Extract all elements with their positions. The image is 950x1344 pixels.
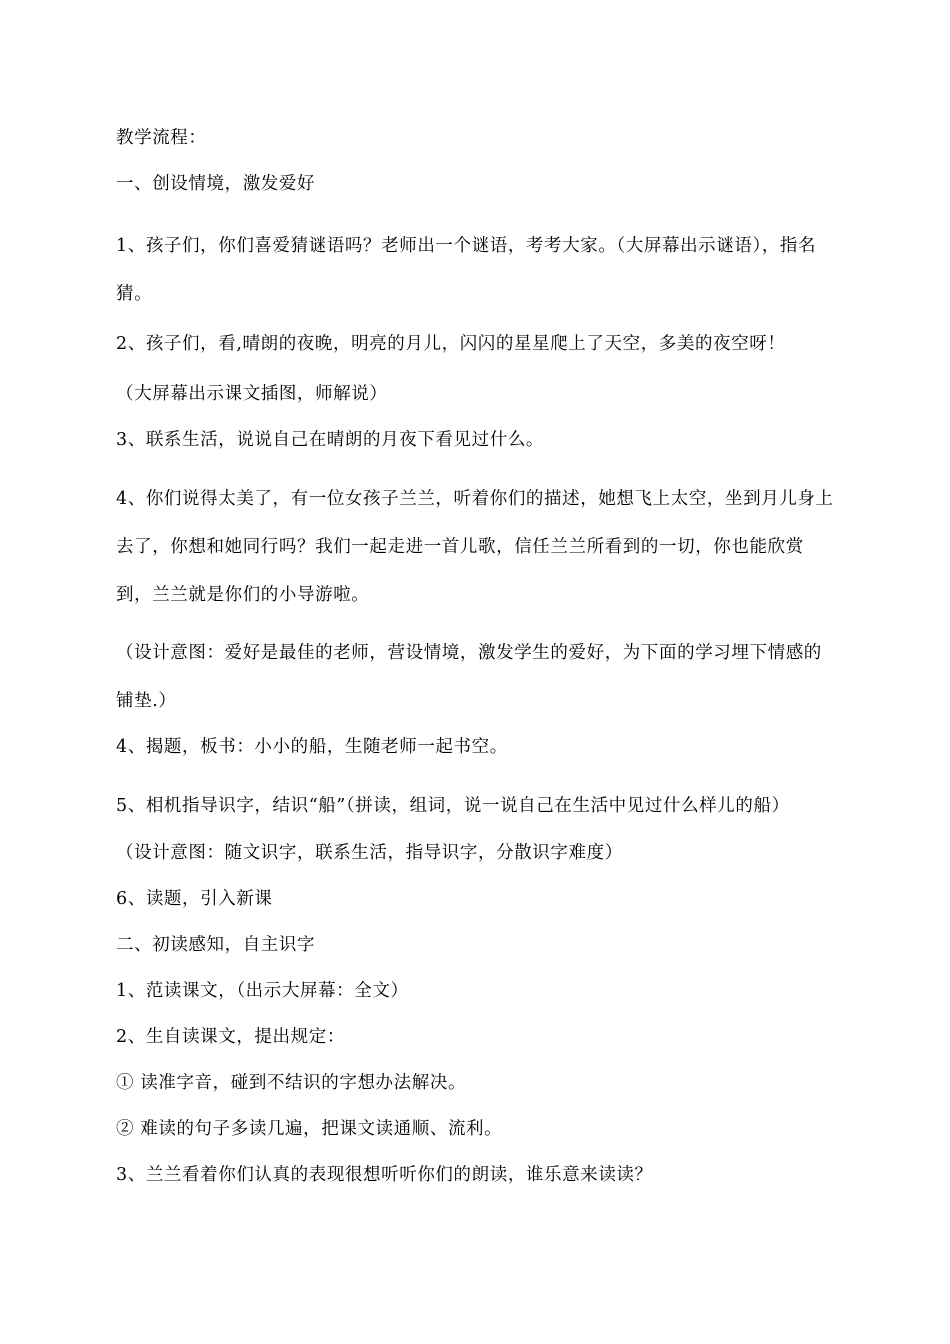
paragraph-night-sky: 2、孩子们，看,晴朗的夜晚，明亮的月儿，闪闪的星星爬上了天空，多美的夜空呀！ [116,334,786,354]
design-intent-2: （设计意图：随文识字，联系生活，指导识字，分散识字难度） [116,843,623,863]
heading-teaching-process: 教学流程： [116,128,207,148]
paragraph-reveal-title: 4、揭题，板书：小小的船，生随老师一起书空。 [116,737,508,757]
list-item-1: ① 读准字音，碰到不结识的字想办法解决。 [116,1073,467,1093]
paragraph-read-title: 6、读题，引入新课 [116,889,273,909]
list-item-2: ② 难读的句子多读几遍，把课文读通顺、流利。 [116,1119,503,1139]
paragraph-model-reading: 1、范读课文，（出示大屏幕：全文） [116,981,409,1001]
paragraph-literacy: 5、相机指导识字，结识“船”（拼读，组词，说一说自己在生活中见过什么样儿的船） [116,796,790,816]
paragraph-lanlan: 4、你们说得太美了，有一位女孩子兰兰，听着你们的描述，她想飞上太空，坐到月儿身上去了，你想和她同行吗？我们一起走进一首儿歌，信任兰兰所看到的一切，你也能欣赏到，兰兰就是你们的小导游啦。 [116,489,834,605]
document-body [116,126,838,1187]
paragraph-screen-note: （大屏幕出示课文插图，师解说） [116,384,388,404]
section-heading-1: 一、创设情境，激发爱好 [116,174,316,194]
paragraph-riddle: 1、孩子们，你们喜爱猜谜语吗？老师出一个谜语，考考大家。（大屏幕出示谜语），指名猜。 [116,236,817,304]
paragraph-life-connection: 3、联系生活，说说自己在晴朗的月夜下看见过什么。 [116,430,545,450]
paragraph-invite-reading: 3、兰兰看着你们认真的表现很想听听你们的朗读，谁乐意来读读？ [116,1165,653,1185]
paragraph-self-reading: 2、生自读课文，提出规定： [116,1027,345,1047]
section-heading-2: 二、初读感知，自主识字 [116,935,316,955]
design-intent-1: （设计意图：爱好是最佳的老师，营设情境，激发学生的爱好，为下面的学习埋下情感的铺垫.） [116,643,822,711]
